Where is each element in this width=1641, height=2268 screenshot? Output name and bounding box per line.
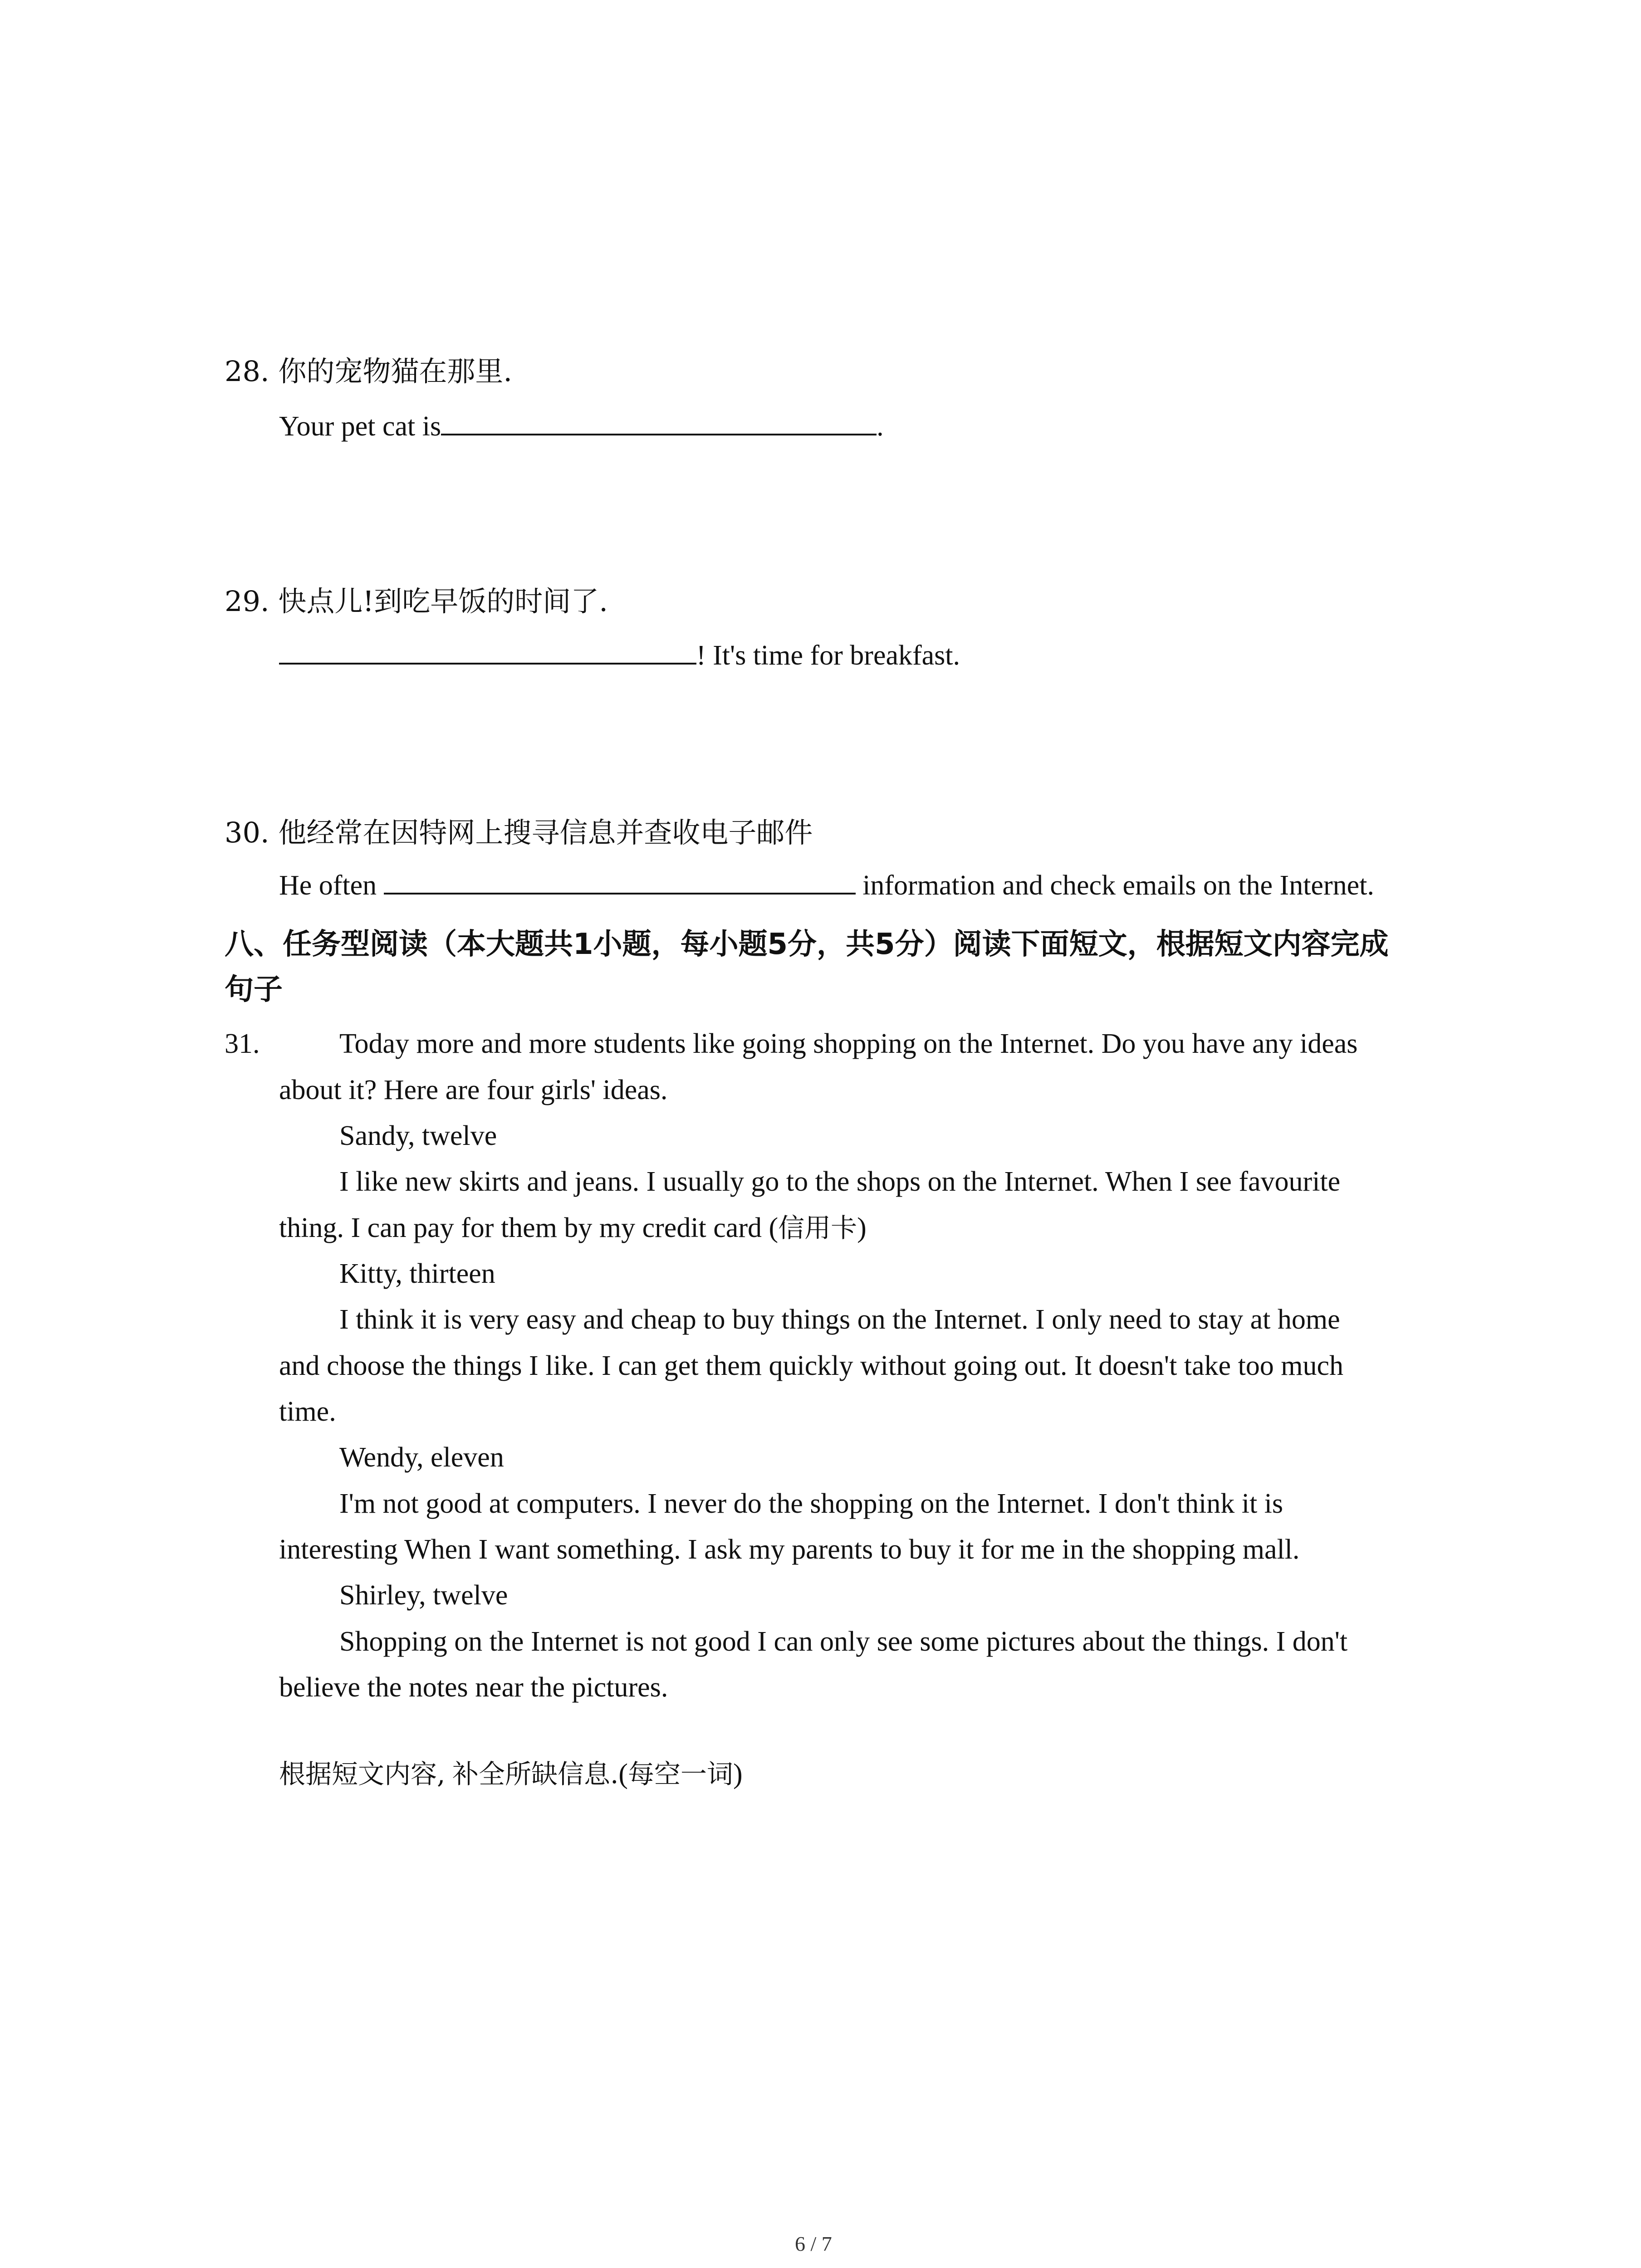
q31-wendy-line2: interesting When I want something. I ask my parents to buy it for me in the shopping mall.: [279, 1534, 1300, 1565]
q30-chinese: 他经常在因特网上搜寻信息并查收电子邮件: [278, 816, 813, 849]
q28-chinese: 你的宠物猫在那里.: [278, 355, 513, 388]
q29-prompt: [225, 587, 608, 616]
q31-kitty-name: Kitty, thirteen: [339, 1258, 495, 1289]
q31-sandy-line2-cn: 信用卡: [778, 1212, 857, 1243]
q31-intro-line1: Today more and more students like going shopping on the Internet. Do you have any ideas: [339, 1028, 1358, 1059]
q29-answer-line: [279, 637, 960, 670]
q31-instruction-part1: 根据短文内容,: [279, 1759, 446, 1789]
q31-sandy-name: Sandy, twelve: [339, 1120, 497, 1151]
q29-number: 29.: [225, 585, 269, 618]
section8-heading-line1: 八、任务型阅读（本大题共1小题，每小题5分，共5分）阅读下面短文，根据短文内容完成: [225, 928, 1389, 961]
q30-english-after: information and check emails on the Internet.: [862, 870, 1374, 901]
q31-instruction-paren-open: (: [618, 1759, 628, 1789]
q28-prompt: [225, 357, 512, 386]
q31-sandy-line2: [279, 1214, 867, 1242]
q28-english-before: Your pet cat is: [279, 411, 441, 442]
q31-intro-line2: about it? Here are four girls' ideas.: [279, 1075, 668, 1105]
q28-english-after: .: [877, 411, 884, 442]
q31-shirley-line2: believe the notes near the pictures.: [279, 1672, 668, 1703]
q28-answer-blank[interactable]: [441, 408, 877, 435]
q31-kitty-line3: time.: [279, 1396, 336, 1427]
q31-kitty-line2: and choose the things I like. I can get them quickly without going out. It doesn't take too much: [279, 1350, 1344, 1381]
q31-sandy-line2-en: thing. I can pay for them by my credit card (: [279, 1212, 779, 1243]
q31-sandy-line2-end: ): [857, 1212, 867, 1243]
q30-answer-blank[interactable]: [384, 867, 856, 894]
section8-heading-line2: 句子: [225, 973, 283, 1007]
q31-shirley-line1: Shopping on the Internet is not good I can only see some pictures about the things. I don't: [339, 1626, 1348, 1657]
q30-prompt: [225, 816, 813, 849]
q31-kitty-line1: I think it is very easy and cheap to buy things on the Internet. I only need to stay at home: [339, 1304, 1340, 1335]
q31-instruction-paren-close: ): [733, 1759, 743, 1789]
q29-answer-blank[interactable]: [279, 637, 696, 665]
q31-wendy-name: Wendy, eleven: [339, 1442, 504, 1473]
q31-instruction-part4: 每空一词: [628, 1759, 734, 1789]
q30-english-before: He often: [279, 870, 377, 901]
q29-chinese: 快点儿!到吃早饭的时间了.: [278, 585, 608, 618]
q30-answer-line: [279, 867, 1374, 899]
q31-sandy-line1: I like new skirts and jeans. I usually go to the shops on the Internet. When I see favourite: [339, 1166, 1341, 1197]
q28-answer-line: [279, 408, 884, 440]
q31-instruction: [279, 1760, 743, 1788]
q31-instruction-part2: 补全所缺信息.: [452, 1759, 619, 1789]
page-number: 6 / 7: [795, 2232, 832, 2255]
q29-english-after: ! It's time for breakfast.: [696, 640, 960, 671]
q28-number: 28.: [225, 355, 269, 388]
q31-wendy-line1: I'm not good at computers. I never do the shopping on the Internet. I don't think it is: [339, 1488, 1283, 1519]
q31-number: 31.: [225, 1028, 260, 1059]
q31-shirley-name: Shirley, twelve: [339, 1580, 508, 1611]
q30-number: 30.: [225, 816, 269, 849]
